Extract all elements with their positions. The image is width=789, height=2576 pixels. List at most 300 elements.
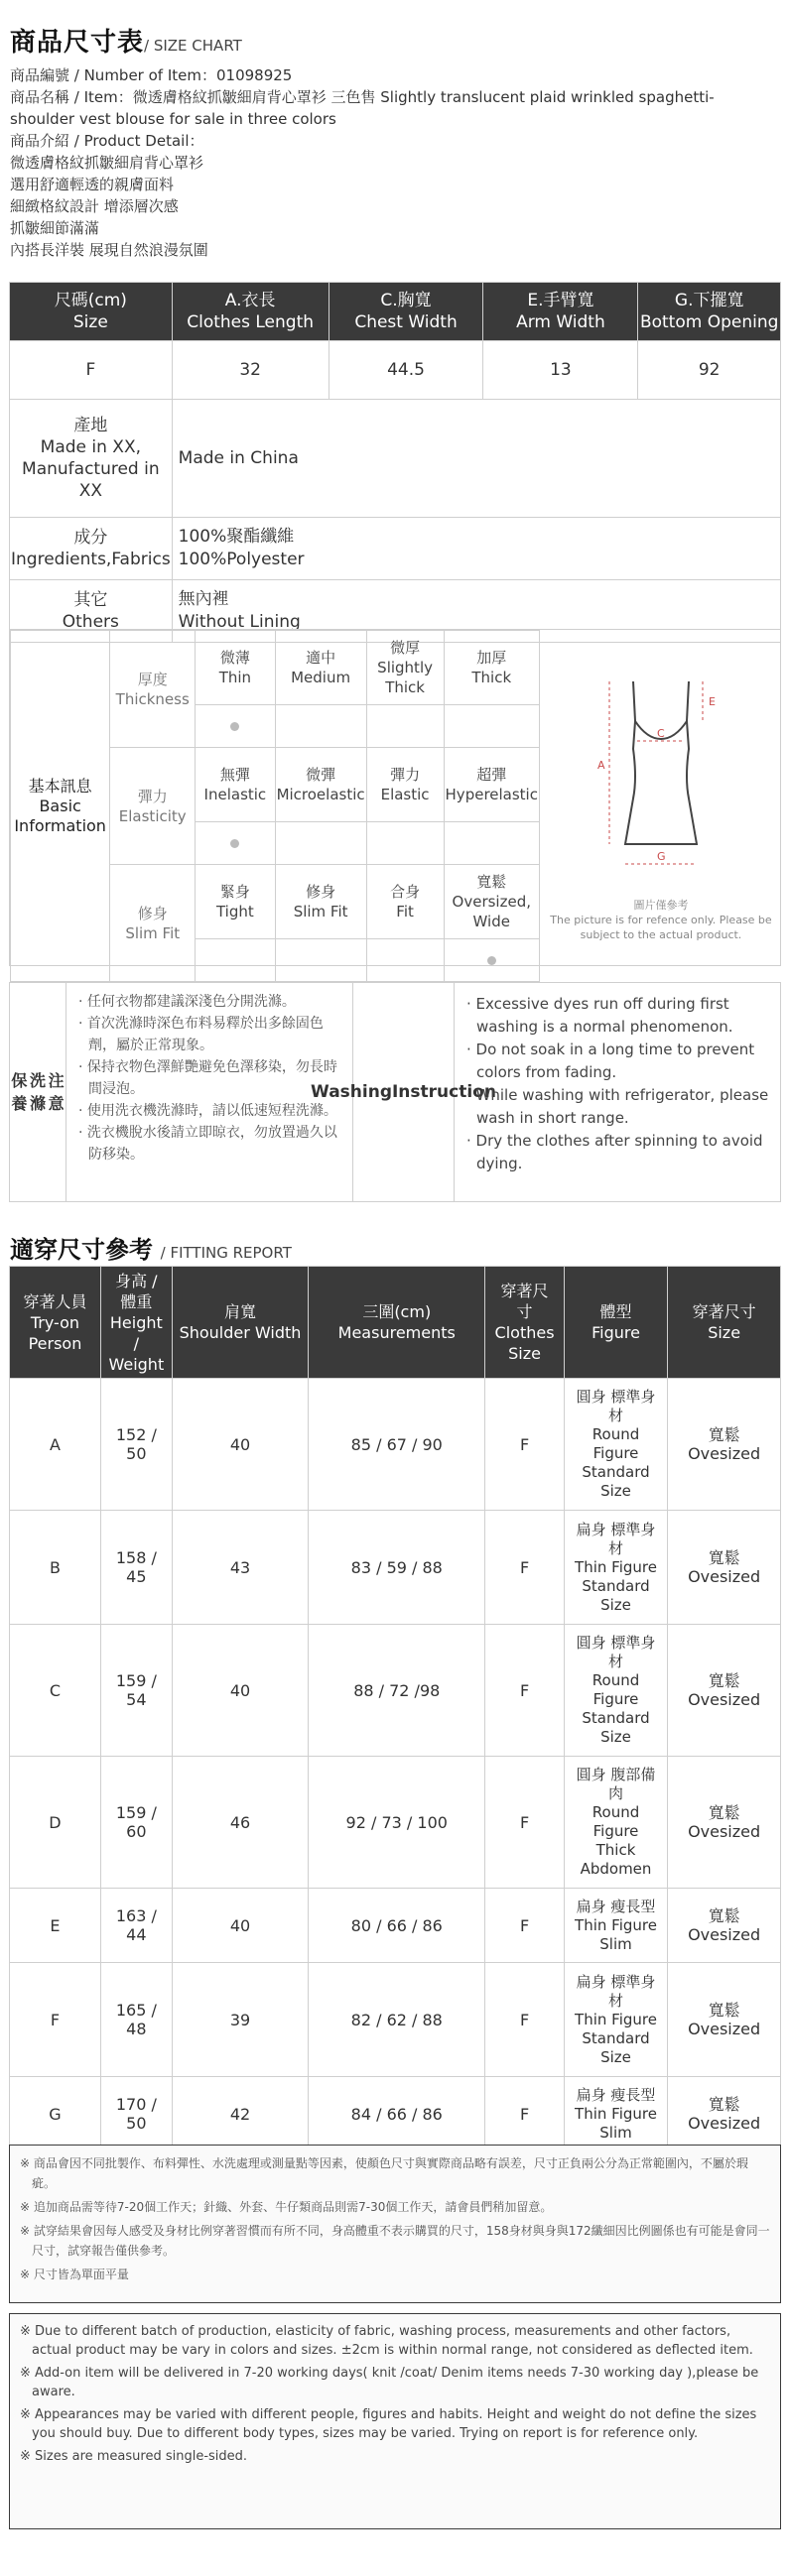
- label-c: C: [657, 727, 665, 740]
- fitting-row: [10, 1379, 781, 1511]
- fitting-figure-line: 材: [608, 1538, 624, 1557]
- basic-title-text: Basic: [39, 796, 81, 815]
- basic-option-fit: [444, 865, 539, 939]
- washing-item-en-text: · While washing with refrigerator, please wash in short range.: [466, 1086, 769, 1127]
- fitting-figure-line: Thin Figure: [575, 1557, 657, 1576]
- washing-title-zh: [10, 983, 66, 1201]
- size-header-cell: [172, 283, 329, 341]
- fitting-figure-line: 扁身 瘦長型: [576, 1897, 656, 1915]
- basic-category-text: 厚度: [137, 670, 168, 688]
- fitting-header-text: Weight: [108, 1354, 165, 1374]
- fitting-figure: [564, 1511, 667, 1625]
- fitting-header-text: 寸: [516, 1302, 533, 1321]
- basic-option-text: 超彈: [476, 766, 507, 784]
- size-header-cell: [638, 283, 781, 341]
- basic-option-text: 彈力: [390, 766, 421, 784]
- basic-option-text: Medium: [291, 669, 351, 686]
- fitting-header-text: 體重: [120, 1291, 153, 1311]
- washing-box: [9, 982, 781, 1202]
- product-info: [0, 59, 789, 261]
- fitting-size: F: [485, 1625, 565, 1757]
- fitting-header-text: 三圍(cm): [362, 1302, 432, 1321]
- basic-option-text: Wide: [472, 913, 510, 930]
- basic-option-elasticity: [444, 748, 539, 822]
- washing-item-zh-text: · 使用洗衣機洗滌時，請以低速短程洗滌。: [78, 1103, 337, 1119]
- washing-item-zh: [74, 1100, 342, 1122]
- fitting-measurements: 80 / 66 / 86: [309, 1889, 485, 1963]
- size-header-text: Chest Width: [354, 312, 458, 332]
- fitting-wear-line: 寬鬆: [708, 2001, 740, 2020]
- fitting-wear-size: [668, 1625, 781, 1757]
- basic-option-text: Thick: [471, 669, 512, 686]
- washing-item-zh-text: · 保持衣物色澤鮮艷避免色澤移染，勿長時間浸泡。: [78, 1059, 337, 1097]
- basic-option-elasticity: [366, 748, 444, 822]
- fitting-row: [10, 1625, 781, 1757]
- basic-option-text: 微厚: [390, 639, 421, 657]
- basic-option-text: 微薄: [219, 649, 250, 667]
- fitting-wear-line: 寬鬆: [708, 1425, 740, 1444]
- fitting-header-text: Try-on: [30, 1312, 80, 1332]
- washing-item-en: [462, 1039, 774, 1084]
- fitting-wear-size: [668, 2077, 781, 2151]
- basic-marker-cell: [275, 822, 366, 865]
- fitting-wear-size: [668, 1757, 781, 1889]
- tank-top-diagram: [540, 630, 782, 898]
- size-header-text: A.衣長: [224, 291, 276, 310]
- fitting-height-weight: [100, 1757, 172, 1889]
- fitting-header-row: [10, 1267, 781, 1379]
- product-info-line: 商品編號 / Number of Item：01098925: [10, 66, 293, 84]
- fitting-figure-line: Round: [592, 1425, 640, 1443]
- fitting-header-text: Size: [508, 1344, 541, 1363]
- fitting-hw-line: 44: [126, 1925, 147, 1944]
- fitting-figure-line: Thin Figure: [575, 1915, 657, 1934]
- fitting-size: F: [485, 1511, 565, 1625]
- basic-category-elasticity: [110, 748, 196, 865]
- fitting-wear-size: [668, 1963, 781, 2077]
- washing-item-zh: [74, 1056, 342, 1100]
- fitting-figure-line: Thin Figure: [575, 2104, 657, 2123]
- basic-marker-cell: [196, 822, 275, 865]
- size-info-row: [10, 400, 781, 518]
- washing-item-en-text: · Dry the clothes after spinning to avoid dying.: [466, 1132, 763, 1172]
- size-info-label-text: 其它: [73, 590, 108, 610]
- basic-option-thickness: [275, 631, 366, 705]
- product-info-line: 商品介紹 / Product Detail：: [10, 132, 204, 150]
- fitting-wear-line: 寬鬆: [708, 1548, 740, 1567]
- fitting-header-text: Height: [109, 1312, 163, 1332]
- basic-marker-cell: [366, 705, 444, 748]
- size-cell: 44.5: [329, 341, 483, 400]
- size-info-value-text: 100%Polyester: [178, 550, 305, 569]
- fitting-wear-line: Ovesized: [688, 2020, 761, 2038]
- fitting-header-text: 穿著尺: [500, 1282, 549, 1300]
- basic-option-text: Fit: [396, 903, 414, 920]
- size-info-value-text: 100%聚酯纖維: [178, 527, 295, 547]
- basic-marker-cell: [196, 705, 275, 748]
- garment-figure: [540, 630, 782, 967]
- size-info-value: [172, 518, 780, 580]
- size-header-text: G.下擺寬: [674, 291, 744, 310]
- fitting-figure-line: 扁身 標準身: [576, 1972, 656, 1991]
- fitting-wear-line: 寬鬆: [708, 1671, 740, 1690]
- fitting-figure-line: Thin Figure: [575, 2010, 657, 2028]
- fitting-header-cell: [172, 1267, 308, 1379]
- fitting-row: [10, 1963, 781, 2077]
- size-header-text: Arm Width: [516, 312, 605, 332]
- washing-title-en: [311, 983, 496, 1201]
- fitting-figure-line: Standard: [582, 1709, 650, 1727]
- fitting-hw-line: 50: [126, 2114, 147, 2133]
- fitting-report-table: [9, 1266, 781, 2151]
- fitting-figure-line: Figure: [592, 1690, 639, 1708]
- note-zh-item: ※ 追加商品需等待7-20個工作天；針織、外套、牛仔類商品則需7-30個工作天，請會員們稍加留意。: [20, 2200, 553, 2214]
- fitting-wear-line: Ovesized: [688, 1925, 761, 1944]
- basic-category-text: 彈力: [137, 787, 168, 805]
- basic-option-text: Elastic: [380, 786, 430, 803]
- size-chart-header-row: [10, 283, 781, 341]
- basic-option-thickness: [444, 631, 539, 705]
- fitting-header-cell: [100, 1267, 172, 1379]
- note-en-item: ※ Due to different batch of production, elasticity of fabric, washing process, measurements and other factors, actual product may be vary in colors and sizes. ±2cm is within normal range, not considered as deflected item.: [20, 2324, 753, 2358]
- product-info-line: shoulder vest blouse for sale in three colors: [10, 110, 336, 128]
- size-chart-title-zh: 商品尺寸表: [10, 28, 145, 58]
- fitting-figure-line: 圓身 標準身: [576, 1634, 656, 1652]
- fitting-height-weight: [100, 1625, 172, 1757]
- fitting-figure-line: Slim: [599, 2123, 632, 2142]
- basic-option-text: 合身: [390, 883, 421, 901]
- size-cell: 13: [483, 341, 638, 400]
- fitting-report-title: [10, 1230, 292, 1265]
- basic-marker-cell: [196, 939, 275, 982]
- size-header-cell: [483, 283, 638, 341]
- fitting-hw-line: 158 /: [115, 1548, 157, 1567]
- fitting-figure-line: Size: [600, 1728, 631, 1746]
- fitting-figure-line: 圓身 標準身: [576, 1388, 656, 1406]
- basic-option-fit: [275, 865, 366, 939]
- basic-option-text: 微彈: [306, 766, 336, 784]
- washing-item-en: [462, 1130, 774, 1175]
- basic-option-text: Slim Fit: [293, 903, 348, 920]
- fitting-size: F: [485, 1757, 565, 1889]
- fitting-wear-line: 寬鬆: [708, 1803, 740, 1822]
- washing-item-zh-text: · 任何衣物都建議深淺色分開洗滌。: [78, 994, 296, 1010]
- size-info-label-text: Ingredients,Fabrics: [11, 550, 171, 569]
- basic-option-text: 無彈: [219, 766, 250, 784]
- basic-marker-cell: [366, 939, 444, 982]
- washing-item-en-text: · Do not soak in a long time to prevent colors from fading.: [466, 1041, 755, 1081]
- fitting-shoulder: 39: [172, 1963, 308, 2077]
- fitting-figure-line: Figure: [592, 1444, 639, 1462]
- fitting-height-weight: [100, 2077, 172, 2151]
- basic-option-elasticity: [275, 748, 366, 822]
- size-header-text: E.手臂寬: [527, 291, 594, 310]
- fitting-header-text: 穿著尺寸: [692, 1302, 756, 1321]
- fitting-figure-line: 肉: [608, 1784, 624, 1802]
- size-chart-title: [0, 0, 789, 59]
- basic-marker-cell: [444, 939, 539, 982]
- fitting-header-text: /: [133, 1333, 140, 1353]
- basic-option-text: 修身: [306, 883, 336, 901]
- fitting-hw-line: 165 /: [115, 2001, 157, 2020]
- selected-dot-icon: [230, 839, 239, 848]
- fitting-shoulder: 40: [172, 1379, 308, 1511]
- fitting-row: [10, 1511, 781, 1625]
- fitting-height-weight: [100, 1889, 172, 1963]
- fitting-measurements: 83 / 59 / 88: [309, 1511, 485, 1625]
- figure-caption-line: 圖片僅參考: [633, 899, 689, 912]
- size-info-label-text: Made in XX,: [40, 437, 141, 457]
- fitting-header-text: Size: [708, 1323, 741, 1342]
- size-header-cell: [10, 283, 173, 341]
- size-info-label-text: 成分: [73, 528, 108, 548]
- basic-category-text: 修身: [137, 904, 168, 922]
- fitting-hw-line: 159 /: [115, 1671, 157, 1690]
- note-zh-item: ※ 商品會因不同批製作、布料彈性、水洗處理或測量點等因素，使顏色尺寸與實際商品略有誤差，尺寸正負兩公分為正常範圍內，不屬於瑕疵。: [20, 2156, 748, 2190]
- fitting-header-text: 穿著人員: [23, 1291, 87, 1311]
- product-info-line: 抓皺細節滿滿: [10, 219, 100, 237]
- fitting-figure-line: Size: [600, 1482, 631, 1500]
- fitting-hw-line: 54: [126, 1690, 147, 1709]
- size-chart-table: [9, 282, 781, 643]
- fitting-size: F: [485, 1963, 565, 2077]
- fitting-figure-line: Thick: [595, 1841, 636, 1859]
- washing-item-zh: [74, 1013, 342, 1056]
- fitting-figure-line: Round: [592, 1671, 640, 1689]
- note-en-item: ※ Add-on item will be delivered in 7-20 working days( knit /coat/ Denim items needs 7-30 working day ),please be aware.: [20, 2366, 759, 2399]
- fitting-shoulder: 43: [172, 1511, 308, 1625]
- basic-option-fit: [366, 865, 444, 939]
- basic-option-text: Oversized,: [452, 893, 531, 911]
- fitting-header-text: 肩寬: [223, 1302, 256, 1321]
- size-cell: 32: [172, 341, 329, 400]
- right-strap: [687, 681, 689, 721]
- basic-info-title: [11, 631, 110, 982]
- fitting-measurements: 85 / 67 / 90: [309, 1379, 485, 1511]
- washing-title-en-line: Instruction: [391, 1082, 496, 1102]
- fitting-figure: [564, 1379, 667, 1511]
- fitting-figure: [564, 1625, 667, 1757]
- size-info-label-text: Manufactured in: [22, 459, 160, 479]
- size-info-label-text: 產地: [73, 416, 108, 435]
- fitting-hw-line: 170 /: [115, 2095, 157, 2114]
- basic-option-text: 寬鬆: [476, 873, 507, 891]
- fitting-measurements: 92 / 73 / 100: [309, 1757, 485, 1889]
- basic-option-text: Tight: [215, 903, 254, 920]
- washing-title-zh-line: 注意: [48, 1071, 65, 1113]
- basic-option-fit: [196, 865, 275, 939]
- fitting-figure: [564, 1963, 667, 2077]
- washing-title-zh-line: 保養: [11, 1071, 28, 1113]
- basic-marker-cell: [366, 822, 444, 865]
- size-info-label-text: XX: [78, 481, 102, 501]
- fitting-measurements: 82 / 62 / 88: [309, 1963, 485, 2077]
- product-info-line: 選用舒適輕透的親膚面料: [10, 176, 175, 193]
- basic-option-text: Inelastic: [203, 786, 267, 803]
- fitting-figure-line: Round: [592, 1803, 640, 1821]
- washing-item-en: [462, 1084, 774, 1130]
- fitting-wear-size: [668, 1889, 781, 1963]
- fitting-height-weight: [100, 1379, 172, 1511]
- fitting-size: F: [485, 1889, 565, 1963]
- basic-option-text: Slightly: [377, 659, 433, 676]
- note-zh-item: ※ 尺寸皆為單面平量: [20, 2268, 129, 2281]
- figure-caption-line: The picture is for refence only. Please be: [550, 914, 772, 926]
- label-g: G: [657, 850, 666, 863]
- fitting-height-weight: [100, 1511, 172, 1625]
- product-info-line: 微透膚格紋抓皺細肩背心罩衫: [10, 154, 204, 172]
- washing-title-en-line: Washing: [311, 1082, 392, 1102]
- washing-list-en: [455, 983, 780, 1201]
- fitting-row: [10, 2077, 781, 2151]
- fitting-size: F: [485, 2077, 565, 2151]
- basic-category-text: Elasticity: [118, 806, 187, 825]
- size-row: [10, 341, 781, 400]
- fitting-person: F: [10, 1963, 101, 2077]
- size-cell: 92: [638, 341, 781, 400]
- fitting-hw-line: 152 /: [115, 1425, 157, 1444]
- basic-option-thickness: [366, 631, 444, 705]
- basic-title-text: Information: [14, 815, 106, 835]
- fitting-wear-line: Ovesized: [688, 1822, 761, 1841]
- fitting-wear-line: 寬鬆: [708, 1906, 740, 1925]
- fitting-wear-line: Ovesized: [688, 1690, 761, 1709]
- size-cell: F: [10, 341, 173, 400]
- fitting-wear-line: 寬鬆: [708, 2095, 740, 2114]
- basic-option-text: 適中: [306, 649, 336, 667]
- fitting-header-text: Shoulder Width: [179, 1323, 302, 1342]
- washing-title-zh-line: 洗滌: [30, 1071, 47, 1113]
- fitting-figure-line: 材: [608, 1991, 624, 2010]
- selected-dot-icon: [230, 722, 239, 731]
- fitting-figure-line: 扁身 瘦長型: [576, 2085, 656, 2104]
- fitting-wear-size: [668, 1379, 781, 1511]
- fitting-measurements: 88 / 72 /98: [309, 1625, 485, 1757]
- washing-item-en-text: · Excessive dyes run off during first washing is a normal phenomenon.: [466, 995, 733, 1036]
- fitting-wear-line: Ovesized: [688, 1444, 761, 1463]
- fitting-header-cell: [564, 1267, 667, 1379]
- fitting-measurements: 84 / 66 / 86: [309, 2077, 485, 2151]
- fitting-wear-line: Ovesized: [688, 1567, 761, 1586]
- fitting-header-cell: [668, 1267, 781, 1379]
- basic-option-text: Thin: [218, 669, 252, 686]
- fitting-figure-line: 圓身 腹部備: [576, 1766, 656, 1783]
- basic-marker-cell: [444, 822, 539, 865]
- basic-marker-cell: [275, 705, 366, 748]
- basic-title-text: 基本訊息: [28, 776, 92, 796]
- fitting-figure-line: Size: [600, 1595, 631, 1614]
- fitting-shoulder: 40: [172, 1625, 308, 1757]
- fitting-header-text: Clothes: [494, 1323, 555, 1342]
- fitting-height-weight: [100, 1963, 172, 2077]
- fitting-header-cell: [10, 1267, 101, 1379]
- basic-marker-cell: [444, 705, 539, 748]
- fitting-hw-line: 50: [126, 1444, 147, 1463]
- label-a: A: [597, 759, 605, 772]
- fitting-figure-line: Standard: [582, 1463, 650, 1481]
- product-info-line: 細緻格紋設計 增添層次感: [10, 197, 179, 215]
- size-header-text: Bottom Opening: [639, 312, 779, 332]
- fitting-title-en: / FITTING REPORT: [160, 1244, 292, 1262]
- figure-caption: [540, 898, 782, 942]
- fitting-figure: [564, 1889, 667, 1963]
- size-info-value: [172, 400, 780, 518]
- washing-item-zh-text: · 首次洗滌時深色布料易釋於出多餘固色劑，屬於正常現象。: [78, 1016, 324, 1053]
- washing-item-zh: [74, 991, 342, 1013]
- basic-category-text: Thickness: [115, 689, 190, 708]
- fitting-title-zh: 適穿尺寸參考: [10, 1236, 153, 1264]
- fitting-figure-line: Standard: [582, 2028, 650, 2047]
- size-info-value-text: Without Lining: [178, 612, 301, 632]
- basic-option-thickness: [196, 631, 275, 705]
- basic-marker-cell: [275, 939, 366, 982]
- fitting-figure-line: 材: [608, 1407, 624, 1424]
- washing-item-zh: [74, 1122, 342, 1165]
- basic-category-fit: [110, 865, 196, 982]
- fitting-figure-line: Abdomen: [580, 1860, 652, 1878]
- fitting-figure-line: 扁身 標準身: [576, 1520, 656, 1538]
- fitting-header-text: Figure: [592, 1323, 640, 1342]
- selected-dot-icon: [487, 956, 496, 965]
- basic-category-text: Slim Fit: [125, 923, 181, 942]
- fitting-shoulder: 46: [172, 1757, 308, 1889]
- figure-caption-line: subject to the actual product.: [580, 928, 742, 941]
- basic-info-box: [9, 629, 781, 966]
- basic-option-text: Thick: [385, 678, 425, 696]
- fitting-header-text: Person: [28, 1333, 82, 1353]
- notes-zh: [9, 2145, 781, 2303]
- product-info-line: 商品名稱 / Item：微透膚格紋抓皺細肩背心罩衫 三色售 Slightly translucent plaid wrinkled spaghetti-: [10, 88, 715, 106]
- size-info-value-text: Made in China: [178, 447, 299, 468]
- basic-option-text: 加厚: [476, 649, 507, 667]
- washing-item-zh-text: · 洗衣機脫水後請立即晾衣，勿放置過久以防移染。: [78, 1125, 337, 1163]
- size-header-cell: [329, 283, 483, 341]
- fitting-header-text: Measurements: [337, 1323, 456, 1342]
- fitting-row: [10, 1757, 781, 1889]
- fitting-person: C: [10, 1625, 101, 1757]
- size-info-label: [10, 518, 173, 580]
- fitting-row: [10, 1889, 781, 1963]
- basic-option-text: Microelastic: [276, 786, 365, 803]
- washing-item-en: [462, 993, 774, 1039]
- basic-option-text: 緊身: [219, 883, 250, 901]
- fitting-figure: [564, 2077, 667, 2151]
- fitting-figure: [564, 1757, 667, 1889]
- fitting-figure-line: Size: [600, 2047, 631, 2066]
- fitting-figure-line: Figure: [592, 1822, 639, 1840]
- fitting-person: B: [10, 1511, 101, 1625]
- size-header-text: Size: [72, 312, 108, 332]
- fitting-header-text: 體型: [599, 1302, 632, 1321]
- size-header-text: C.胸寬: [380, 291, 432, 310]
- basic-option-row: [11, 631, 540, 705]
- note-en-item: ※ Sizes are measured single-sided.: [20, 2449, 248, 2464]
- basic-info-table: [10, 630, 540, 982]
- fitting-header-cell: [485, 1267, 565, 1379]
- note-en-item: ※ Appearances may be varied with different people, figures and habits. Height and weight do not define the sizes you should buy. Due to different body types, sizes may be varied. Trying on report is for reference only.: [20, 2407, 757, 2441]
- size-info-label: [10, 400, 173, 518]
- fitting-wear-line: Ovesized: [688, 2114, 761, 2133]
- left-strap: [633, 681, 635, 721]
- basic-option-text: Hyperelastic: [445, 786, 538, 803]
- size-info-row: [10, 518, 781, 580]
- fitting-header-cell: [309, 1267, 485, 1379]
- fitting-shoulder: 42: [172, 2077, 308, 2151]
- fitting-person: G: [10, 2077, 101, 2151]
- fitting-figure-line: Slim: [599, 1934, 632, 1953]
- basic-option-elasticity: [196, 748, 275, 822]
- basic-category-thickness: [110, 631, 196, 748]
